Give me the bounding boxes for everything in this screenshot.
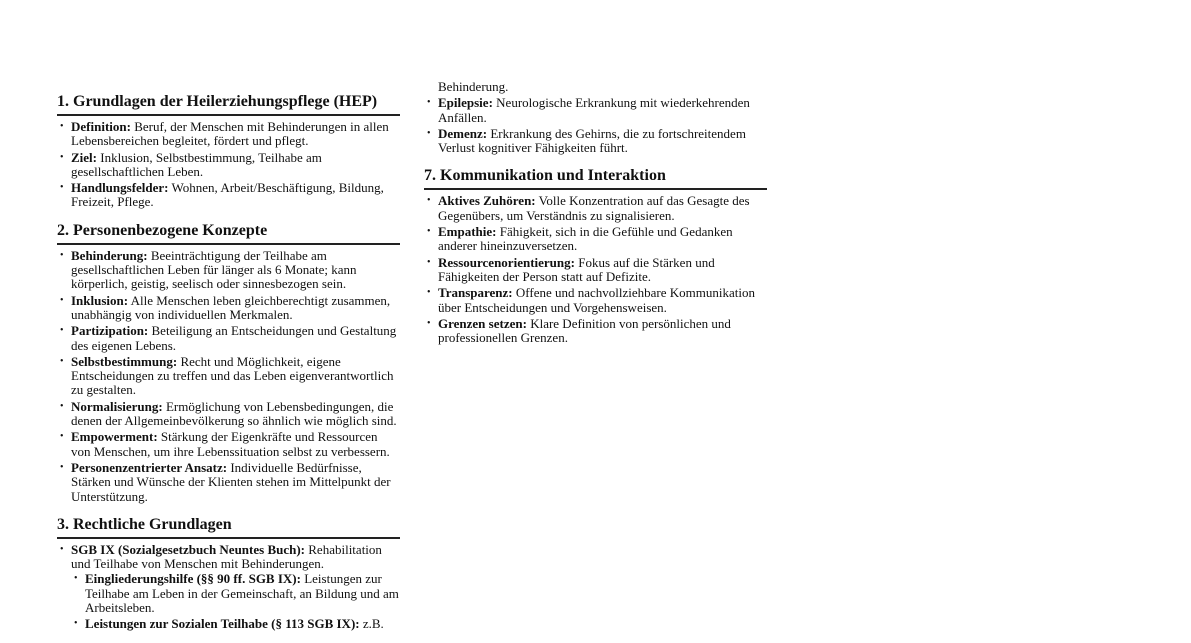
- list-item: [57, 543, 400, 632]
- section-title: 1. Grundlagen der Heilerziehungspflege (HEP): [57, 92, 400, 116]
- description: Wohnen, Arbeit/Beschäftigung, Bildung, Freizeit, Pflege.: [71, 180, 384, 210]
- description: Neurologische Erkrankung mit wiederkehrenden Anfällen.: [438, 95, 750, 125]
- section-title: 7. Kommunikation und Interaktion: [424, 166, 767, 190]
- list-item: [424, 127, 767, 156]
- description: Recht und Möglichkeit, eigene Entscheidungen zu treffen und das Leben eigenverantwortlich zu gestalten.: [71, 353, 394, 398]
- definition-list: [424, 96, 767, 155]
- left-column: [57, 92, 400, 643]
- description: Individuelle Bedürfnisse, Stärken und Wünsche der Klienten stehen im Mittelpunkt der Unterstützung.: [71, 459, 391, 504]
- section-title: 2. Personenbezogene Konzepte: [57, 221, 400, 245]
- list-item: [424, 96, 767, 125]
- list-item: [424, 194, 767, 223]
- term: Grenzen setzen:: [438, 315, 527, 331]
- term: Transparenz:: [438, 285, 513, 301]
- term: Aktives Zuhören:: [438, 193, 536, 209]
- list-item: [57, 151, 400, 180]
- term: Normalisierung:: [71, 398, 163, 414]
- definition-list: [424, 194, 767, 345]
- list-item: [57, 430, 400, 459]
- term: Eingliederungshilfe (§§ 90 ff. SGB IX):: [85, 571, 301, 587]
- list-item: [57, 324, 400, 353]
- term: Ziel:: [71, 149, 97, 165]
- term: SGB IX (Sozialgesetzbuch Neuntes Buch):: [71, 541, 306, 557]
- description: Inklusion, Selbstbestimmung, Teilhabe am gesellschaftlichen Leben.: [71, 149, 322, 179]
- description: Alle Menschen leben gleichberechtigt zusammen, unabhängig von individuellen Merkmalen.: [71, 292, 391, 322]
- description: Klare Definition von persönlichen und professionellen Grenzen.: [438, 315, 731, 346]
- section-title: 3. Rechtliche Grundlagen: [57, 515, 400, 539]
- list-item: [57, 294, 400, 323]
- term: Definition:: [71, 119, 131, 134]
- term: Epilepsie:: [438, 95, 493, 111]
- list-item: [57, 461, 400, 504]
- description: z.B.: [359, 616, 384, 632]
- list-item: [424, 225, 767, 254]
- sub-list-item: [71, 572, 400, 615]
- section-grundlagen: [57, 92, 400, 210]
- list-item: [57, 181, 400, 210]
- term: Ressourcenorientierung:: [438, 254, 575, 270]
- list-item: [57, 120, 400, 149]
- description: Beruf, der Menschen mit Behinderungen in allen Lebensbereichen begleitet, fördert und pflegt.: [71, 119, 389, 149]
- sub-list: [71, 572, 400, 631]
- definition-list: [57, 120, 400, 210]
- continued-text: Behinderung.: [438, 79, 509, 94]
- term: Partizipation:: [71, 323, 149, 339]
- list-item: [424, 317, 767, 346]
- term: Selbstbestimmung:: [71, 353, 178, 369]
- section-kommunikation: [424, 166, 767, 345]
- right-column: [424, 80, 767, 356]
- list-item: [424, 286, 767, 315]
- sub-list-item: [71, 617, 400, 631]
- term: Handlungsfelder:: [71, 180, 169, 196]
- description: Rehabilitation und Teilhabe von Menschen mit Behinderungen.: [71, 541, 382, 572]
- list-item: [57, 400, 400, 429]
- term: Leistungen zur Sozialen Teilhabe (§ 113 SGB IX):: [85, 616, 360, 632]
- description: Volle Konzentration auf das Gesagte des Gegenübers, um Verständnis zu signalisieren.: [438, 193, 750, 223]
- section-rechtliche-grundlagen: [57, 515, 400, 632]
- description: Beteiligung an Entscheidungen und Gestaltung des eigenen Lebens.: [71, 323, 397, 353]
- list-item: [424, 256, 767, 285]
- description: Fähigkeit, sich in die Gefühle und Gedanken anderer hineinzuversetzen.: [438, 224, 733, 254]
- section-personenbezogene-konzepte: [57, 221, 400, 504]
- description: Beeinträchtigung der Teilhabe am gesellschaftlichen Leben für länger als 6 Monate; kann körperlich, geistig, seelisch oder sinnesbezogen sein.: [71, 247, 357, 292]
- description: Ermöglichung von Lebensbedingungen, die denen der Allgemeinbevölkerung so ähnlich wie möglich sind.: [71, 398, 397, 429]
- term: Empowerment:: [71, 429, 158, 445]
- definition-list: [57, 249, 400, 504]
- description: Stärkung der Eigenkräfte und Ressourcen von Menschen, um ihre Lebenssituation selbst zu verbessern.: [71, 429, 390, 459]
- list-item: [57, 355, 400, 398]
- term: Empathie:: [438, 224, 497, 240]
- term: Demenz:: [438, 125, 488, 141]
- list-item: [57, 249, 400, 292]
- description: Leistungen zur Teilhabe am Leben in der Gemeinschaft, an Bildung und am Arbeitsleben.: [85, 571, 399, 616]
- description: Fokus auf die Stärken und Fähigkeiten der Person statt auf Defizite.: [438, 254, 715, 284]
- term: Inklusion:: [71, 292, 129, 308]
- term: Behinderung:: [71, 247, 148, 263]
- description: Erkrankung des Gehirns, die zu fortschreitendem Verlust kognitiver Fähigkeiten führt.: [438, 125, 746, 156]
- term: Personenzentrierter Ansatz:: [71, 459, 228, 475]
- definition-list: [57, 543, 400, 632]
- description: Offene und nachvollziehbare Kommunikation über Entscheidungen und Vorgehensweisen.: [438, 285, 755, 315]
